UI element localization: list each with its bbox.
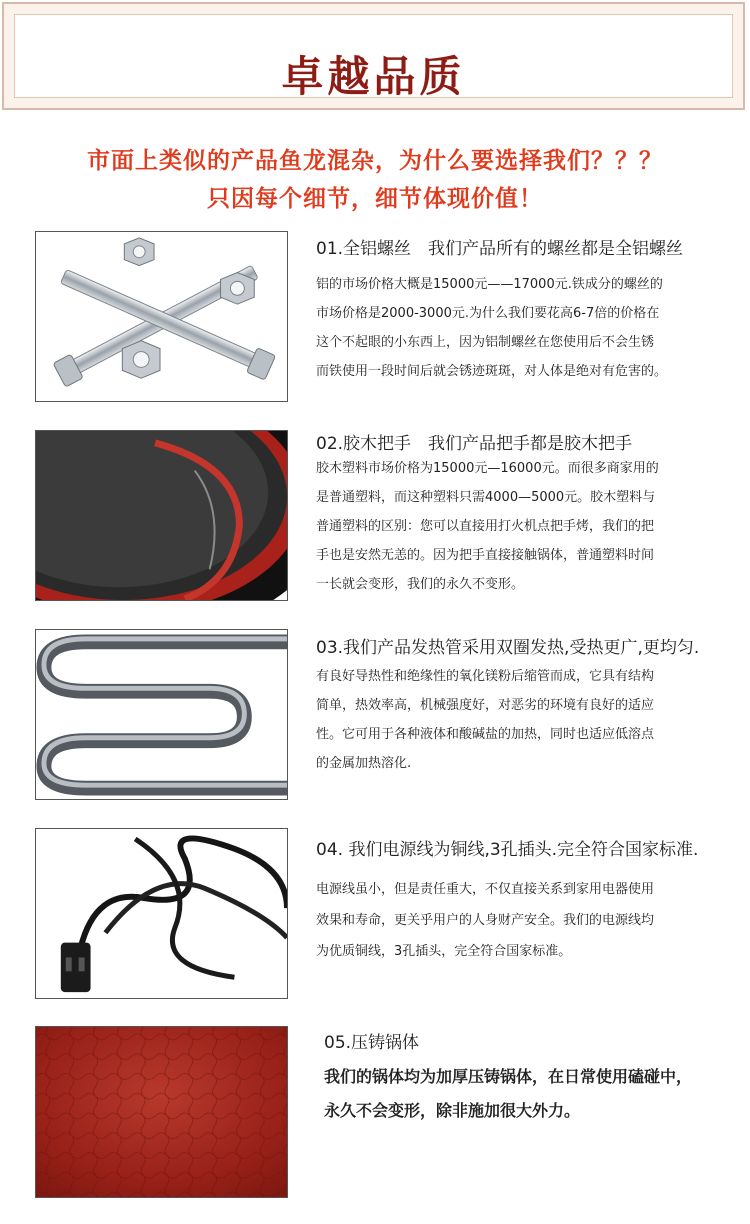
- banner-title: 卓越品质: [281, 52, 466, 101]
- power-cord-image: [35, 828, 288, 999]
- section-3-line: 性。它可用于各种液体和酸碱盐的加热，同时也适应低溶点: [316, 727, 655, 742]
- title-banner: [2, 2, 745, 110]
- die-cast-pot-texture-image: [35, 1026, 288, 1198]
- headline-line-1: 市面上类似的产品鱼龙混杂，为什么要选择我们？？？: [87, 148, 663, 174]
- section-2-title: 02.胶木把手 我们产品把手都是胶木把手: [316, 434, 633, 454]
- section-2-line: 胶木塑料市场价格为15000元—16000元。而很多商家用的: [316, 461, 659, 476]
- section-3-title: 03.我们产品发热管采用双圈发热,受热更广,更均匀.: [316, 638, 700, 658]
- section-5-line: 永久不会变形，除非施加很大外力。: [324, 1101, 581, 1120]
- bakelite-handle-image: [35, 430, 288, 601]
- section-1-line: 这个不起眼的小东西上，因为铝制螺丝在您使用后不会生锈: [316, 335, 655, 350]
- section-1-text: [316, 234, 716, 386]
- section-2-line: 普通塑料的区别：您可以直接用打火机点把手烤，我们的把: [316, 519, 655, 534]
- section-5-title: 05.压铸锅体: [324, 1033, 420, 1053]
- aluminum-screws-image: [35, 231, 288, 402]
- section-4-line: 电源线虽小，但是责任重大，不仅直接关系到家用电器使用: [316, 882, 655, 897]
- section-3-body: [316, 662, 716, 778]
- section-5-line: 我们的锅体均为加厚压铸锅体，在日常使用磕碰中，: [324, 1067, 693, 1086]
- section-5-text: [316, 1028, 716, 1128]
- section-2-text: [316, 429, 716, 599]
- section-1-line: 而铁使用一段时间后就会锈迹斑斑，对人体是绝对有危害的。: [316, 364, 668, 379]
- section-4-text: [316, 835, 716, 967]
- section-4-title: 04. 我们电源线为铜线,3孔插头.完全符合国家标准.: [316, 840, 699, 860]
- section-1-line: 铝的市场价格大概是15000元——17000元.铁成分的螺丝的: [316, 277, 663, 292]
- section-3-line: 有良好导热性和绝缘性的氧化镁粉后缩管而成，它具有结构: [316, 669, 655, 684]
- section-3-line: 简单，热效率高，机械强度好，对恶劣的环境有良好的适应: [316, 698, 655, 713]
- section-5-body: [324, 1060, 716, 1128]
- section-3-line: 的金属加热溶化.: [316, 756, 412, 771]
- section-1-title: 01.全铝螺丝 我们产品所有的螺丝都是全铝螺丝: [316, 239, 684, 259]
- section-2-line: 一长就会变形，我们的永久不变形。: [316, 577, 525, 592]
- section-2-line: 是普通塑料，而这种塑料只需4000—5000元。胶木塑料与: [316, 490, 656, 505]
- section-1-body: [316, 270, 716, 386]
- section-4-line: 效果和寿命，更关乎用户的人身财产安全。我们的电源线均: [316, 913, 655, 928]
- section-2-line: 手也是安然无恙的。因为把手直接接触锅体，普通塑料时间: [316, 548, 655, 563]
- headline-line-2: 只因每个细节，细节体现价值！: [207, 186, 543, 212]
- section-1-line: 市场价格是2000-3000元.为什么我们要花高6-7倍的价格在: [316, 306, 660, 321]
- heating-tube-image: [35, 629, 288, 800]
- section-4-body: [316, 874, 716, 967]
- section-3-text: [316, 633, 716, 778]
- section-4-line: 为优质铜线，3孔插头，完全符合国家标准。: [316, 944, 572, 959]
- section-2-body: [316, 454, 716, 599]
